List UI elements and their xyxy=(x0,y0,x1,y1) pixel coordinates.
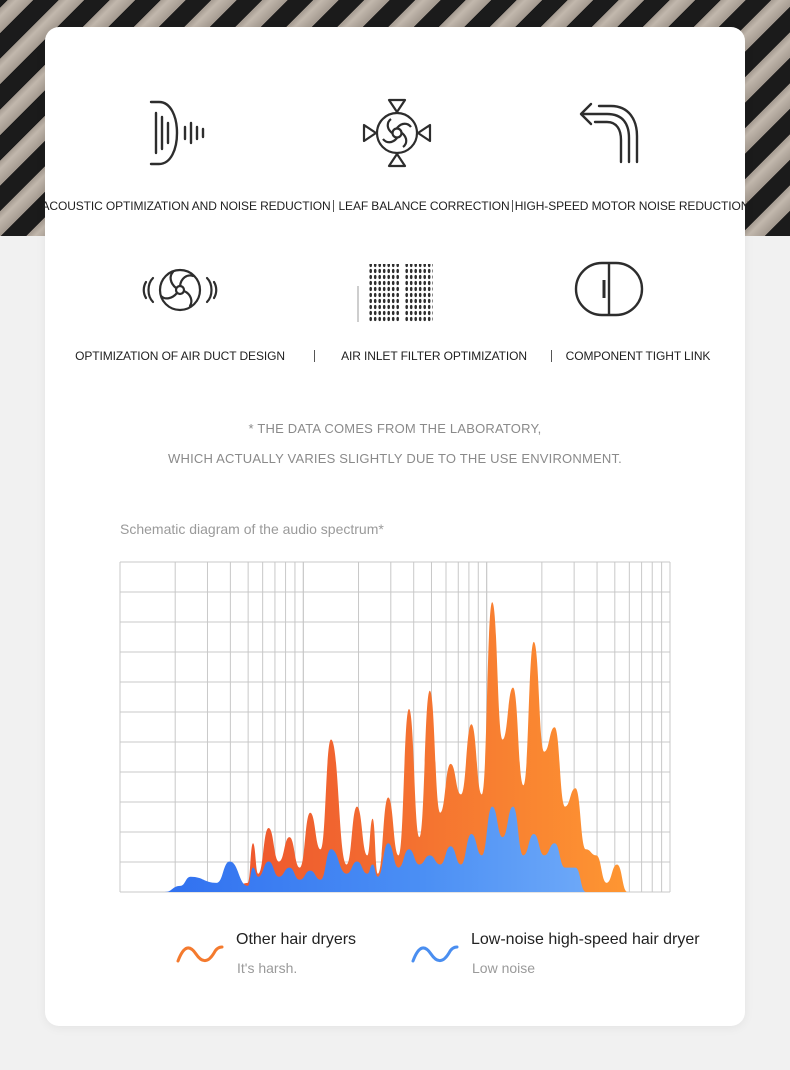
feature-label-leaf-balance: LEAF BALANCE CORRECTION xyxy=(338,199,510,213)
feature-label-component-link: COMPONENT TIGHT LINK xyxy=(565,349,711,363)
lab-data-note-line1: * THE DATA COMES FROM THE LABORATORY, xyxy=(248,421,542,436)
lab-data-note-line2: WHICH ACTUALLY VARIES SLIGHTLY DUE TO THE USE ENVIRONMENT. xyxy=(168,451,622,466)
legend-subtitle-low-noise: Low noise xyxy=(472,960,536,976)
feature-label-acoustic: ACOUSTIC OPTIMIZATION AND NOISE REDUCTION xyxy=(41,199,331,213)
feature-label-motor: HIGH-SPEED MOTOR NOISE REDUCTION xyxy=(514,199,750,213)
chart-title: Schematic diagram of the audio spectrum* xyxy=(120,521,384,537)
blue-wave-icon xyxy=(411,943,459,965)
legend-subtitle-other: It's harsh. xyxy=(237,960,298,976)
series-other-hair-dryers-area xyxy=(149,602,648,892)
feature-label-filter: AIR INLET FILTER OPTIMIZATION xyxy=(341,349,527,363)
legend-title-low-noise: Low-noise high-speed hair dryer xyxy=(471,931,700,948)
feature-label-air-duct: OPTIMIZATION OF AIR DUCT DESIGN xyxy=(75,349,285,363)
legend-title-other: Other hair dryers xyxy=(236,931,357,948)
orange-wave-icon xyxy=(176,943,224,965)
